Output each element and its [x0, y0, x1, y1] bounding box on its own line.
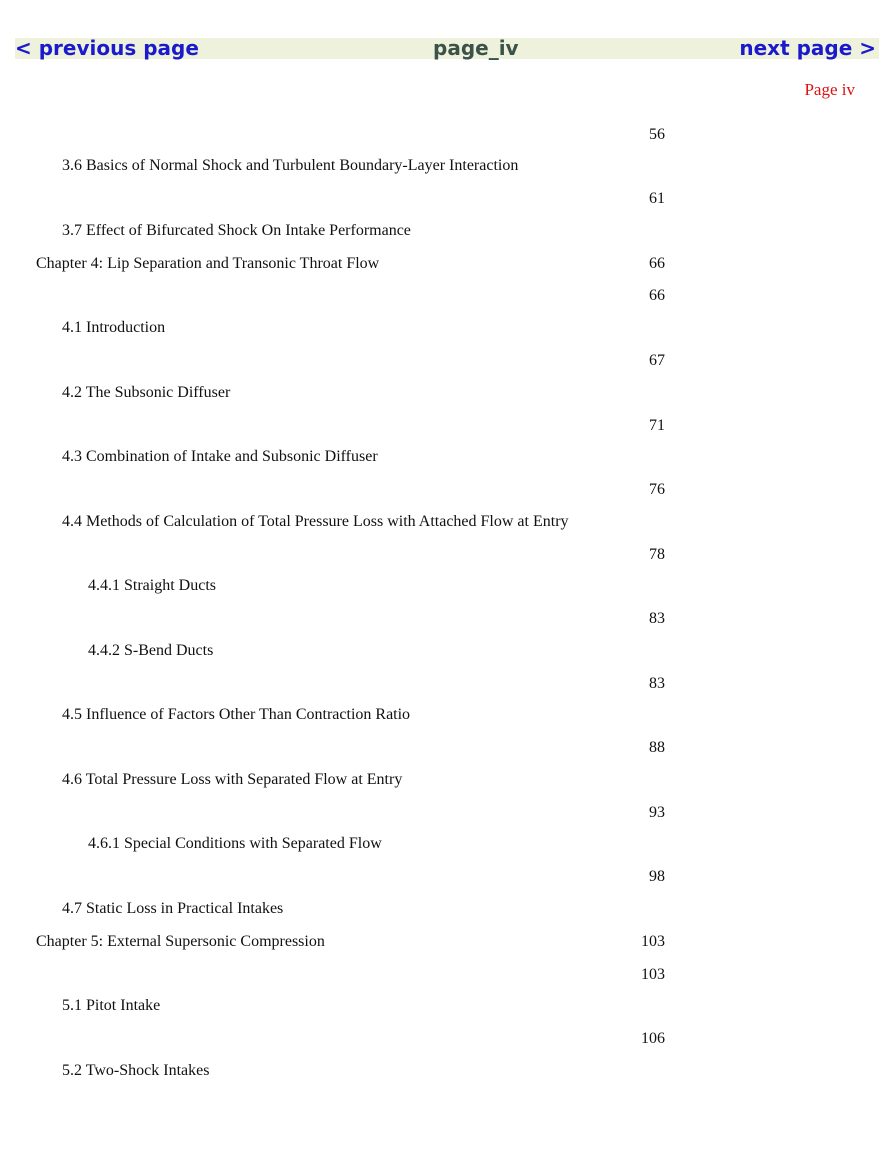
toc-chapter-row: [0, 253, 893, 275]
toc-entry: 4.2 The Subsonic Diffuser: [62, 384, 231, 401]
toc-chapter-row: [0, 931, 893, 953]
toc-page-number: 61: [649, 190, 665, 207]
toc-page-number-row: [0, 866, 893, 888]
toc-entry: 4.6 Total Pressure Loss with Separated Flow at Entry: [62, 771, 403, 788]
toc-entry-row: [0, 898, 893, 920]
toc-page-number-row: [0, 285, 893, 307]
toc-page-number: 67: [649, 352, 665, 369]
toc-page-number-row: [0, 802, 893, 824]
toc-entry-row: [0, 220, 893, 242]
toc-entry-row: [0, 382, 893, 404]
toc-page-number-row: [0, 1028, 893, 1050]
toc-entry-row: [0, 769, 893, 791]
page-title: page_iv: [433, 36, 519, 60]
toc-entry: 4.4.2 S-Bend Ducts: [88, 642, 214, 659]
toc-page-number: 66: [649, 255, 665, 272]
toc-page-number-row: [0, 415, 893, 437]
toc-page-number: 103: [641, 966, 665, 983]
toc-entry: 4.6.1 Special Conditions with Separated Flow: [88, 835, 382, 852]
toc-page-number: 66: [649, 287, 665, 304]
toc-entry-row: [0, 155, 893, 177]
next-page-link[interactable]: next page >: [739, 36, 876, 60]
toc-entry-row: [0, 446, 893, 468]
toc-page-number-row: [0, 673, 893, 695]
toc-entry: 4.5 Influence of Factors Other Than Contraction Ratio: [62, 706, 411, 723]
toc-entry-row: [0, 640, 893, 662]
toc-entry-row: [0, 833, 893, 855]
toc-entry: 4.7 Static Loss in Practical Intakes: [62, 900, 284, 917]
toc-chapter-title: Chapter 5: External Supersonic Compression: [36, 933, 325, 950]
toc-page-number: 76: [649, 481, 665, 498]
toc-page-number-row: [0, 479, 893, 501]
toc-entry-row: [0, 575, 893, 597]
previous-page-link[interactable]: < previous page: [15, 36, 199, 60]
toc-page-number-row: [0, 737, 893, 759]
toc-page-number: 88: [649, 739, 665, 756]
toc-page-number-row: [0, 124, 893, 146]
toc-entry: 5.1 Pitot Intake: [62, 997, 161, 1014]
toc-entry: 4.4 Methods of Calculation of Total Pressure Loss with Attached Flow at Entry: [62, 513, 569, 530]
toc-entry-row: [0, 317, 893, 339]
toc-page-number: 106: [641, 1030, 665, 1047]
toc-entry-row: [0, 1060, 893, 1082]
toc-chapter-title: Chapter 4: Lip Separation and Transonic Throat Flow: [36, 255, 380, 272]
toc-page-number-row: [0, 608, 893, 630]
toc-page-number: 83: [649, 610, 665, 627]
toc-entry: 3.6 Basics of Normal Shock and Turbulent Boundary-Layer Interaction: [62, 157, 519, 174]
toc-entry: 4.1 Introduction: [62, 319, 166, 336]
toc-page-number-row: [0, 188, 893, 210]
toc-entry-row: [0, 995, 893, 1017]
toc-entry-row: [0, 704, 893, 726]
toc-entry: 3.7 Effect of Bifurcated Shock On Intake Performance: [62, 222, 411, 239]
toc-entry: 4.4.1 Straight Ducts: [88, 577, 216, 594]
toc-page-number: 71: [649, 417, 665, 434]
toc-page-number-row: [0, 964, 893, 986]
toc-page-number: 103: [641, 933, 665, 950]
toc-page-number: 78: [649, 546, 665, 563]
toc-page-number: 83: [649, 675, 665, 692]
toc-page-number: 98: [649, 868, 665, 885]
page-marker: Page iv: [804, 80, 855, 99]
toc-page-number-row: [0, 350, 893, 372]
toc-page-number: 56: [649, 126, 665, 143]
toc-page-number-row: [0, 544, 893, 566]
toc-entry-row: [0, 511, 893, 533]
toc-entry: 4.3 Combination of Intake and Subsonic Diffuser: [62, 448, 378, 465]
toc-entry: 5.2 Two-Shock Intakes: [62, 1062, 210, 1079]
toc-page-number: 93: [649, 804, 665, 821]
